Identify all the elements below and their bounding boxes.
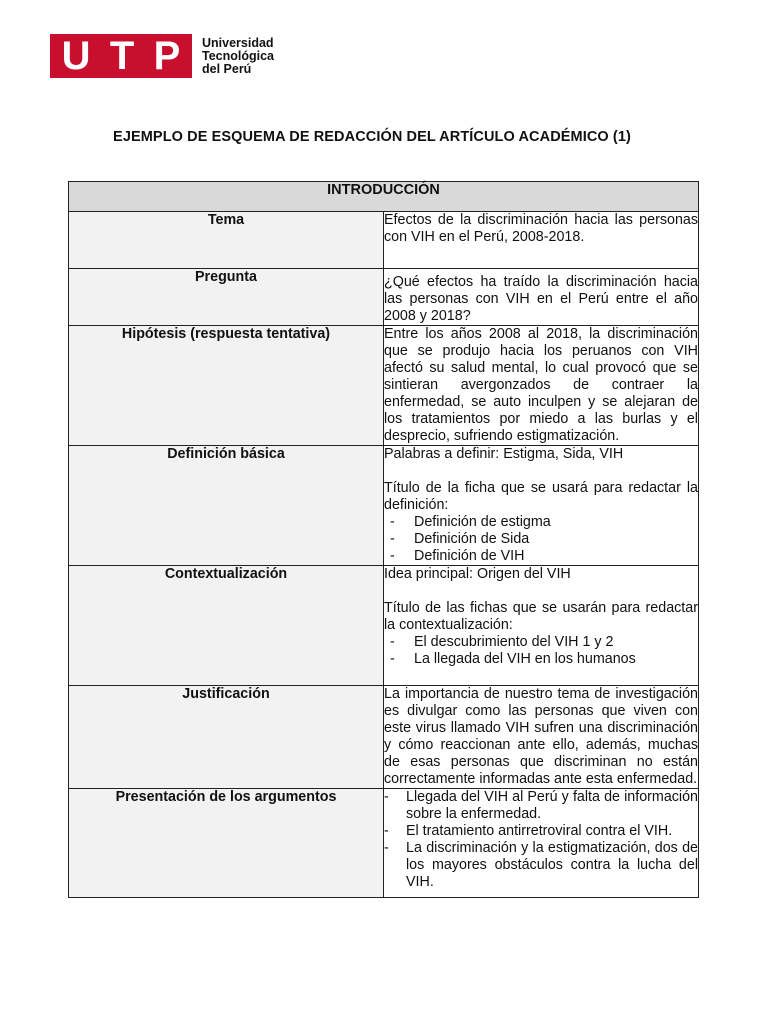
- logo-line-1: Universidad: [202, 35, 274, 50]
- argumentos-list: [384, 789, 698, 891]
- row-argumentos: [69, 789, 699, 898]
- content-tema: [384, 212, 699, 269]
- utp-logo-mark: [50, 34, 192, 78]
- contexto-list: [384, 634, 698, 668]
- definicion-list: [384, 514, 698, 565]
- logo-letter-t: T: [109, 34, 135, 78]
- content-contextualizacion: [384, 566, 699, 686]
- content-hipotesis: [384, 326, 699, 446]
- label-hipotesis: Hipótesis (respuesta tentativa): [69, 326, 384, 446]
- pregunta-text: ¿Qué efectos ha traído la discriminación hacia las personas con VIH en el Perú entre el año 2008 y 2018?: [384, 274, 698, 324]
- content-pregunta: [384, 269, 699, 326]
- row-definicion: [69, 446, 699, 566]
- row-justificacion: [69, 686, 699, 789]
- list-item: - Definición de Sida: [390, 531, 698, 548]
- logo-letter-u: U: [61, 34, 91, 78]
- label-contextualizacion: Contextualización: [69, 566, 384, 686]
- label-pregunta: Pregunta: [69, 269, 384, 326]
- content-definicion: [384, 446, 699, 566]
- label-tema: Tema: [69, 212, 384, 269]
- table-header: INTRODUCCIÓN: [69, 182, 699, 212]
- row-tema: [69, 212, 699, 269]
- contexto-idea: Idea principal: Origen del VIH: [384, 566, 571, 582]
- list-item: - Definición de estigma: [390, 514, 698, 531]
- content-argumentos: [384, 789, 699, 898]
- list-item: - El descubrimiento del VIH 1 y 2: [390, 634, 698, 651]
- hipotesis-text: Entre los años 2008 al 2018, la discriminación que se produjo hacia los peruanos con VIH afectó su salud mental, lo cual provocó que se sintieran avergonzados de contraer la enfermedad, se auto inculpen y se alejaran de los tratamientos por miedo a las burlas y el desprecio, sufriendo estigmatización.: [384, 326, 698, 444]
- content-justificacion: [384, 686, 699, 789]
- table-header-row: [69, 182, 699, 212]
- logo-line-2: Tecnológica: [202, 48, 275, 63]
- row-contextualizacion: [69, 566, 699, 686]
- label-justificacion: Justificación: [69, 686, 384, 789]
- label-argumentos: Presentación de los argumentos: [69, 789, 384, 898]
- list-item: - La discriminación y la estigmatización, dos de los mayores obstáculos contra la lucha del VIH.: [384, 840, 698, 891]
- definicion-intro: Título de la ficha que se usará para redactar la definición:: [384, 480, 698, 513]
- list-item: - El tratamiento antirretroviral contra el VIH.: [384, 823, 698, 840]
- list-item: - La llegada del VIH en los humanos: [390, 651, 698, 668]
- tema-text: Efectos de la discriminación hacia las personas con VIH en el Perú, 2008-2018.: [384, 212, 698, 245]
- row-hipotesis: [69, 326, 699, 446]
- utp-logo: [50, 34, 274, 78]
- schema-table: [68, 181, 699, 898]
- definicion-words: Palabras a definir: Estigma, Sida, VIH: [384, 446, 624, 462]
- logo-wordmark: [202, 37, 274, 76]
- document-title: EJEMPLO DE ESQUEMA DE REDACCIÓN DEL ARTÍCULO ACADÉMICO (1): [113, 129, 631, 145]
- label-definicion: Definición básica: [69, 446, 384, 566]
- logo-line-3: del Perú: [202, 61, 252, 76]
- contexto-intro: Título de las fichas que se usarán para redactar la contextualización:: [384, 600, 698, 633]
- logo-letter-p: P: [153, 34, 181, 78]
- list-item: - Definición de VIH: [390, 548, 698, 565]
- justificacion-text: La importancia de nuestro tema de investigación es divulgar como las personas que viven con este virus llamado VIH sufren una discriminación y cómo reaccionan ante ello, además, muchas de esas personas que discriminan no están correctamente informadas ante esta enfermedad.: [384, 686, 698, 787]
- row-pregunta: [69, 269, 699, 326]
- list-item: - Llegada del VIH al Perú y falta de información sobre la enfermedad.: [384, 789, 698, 823]
